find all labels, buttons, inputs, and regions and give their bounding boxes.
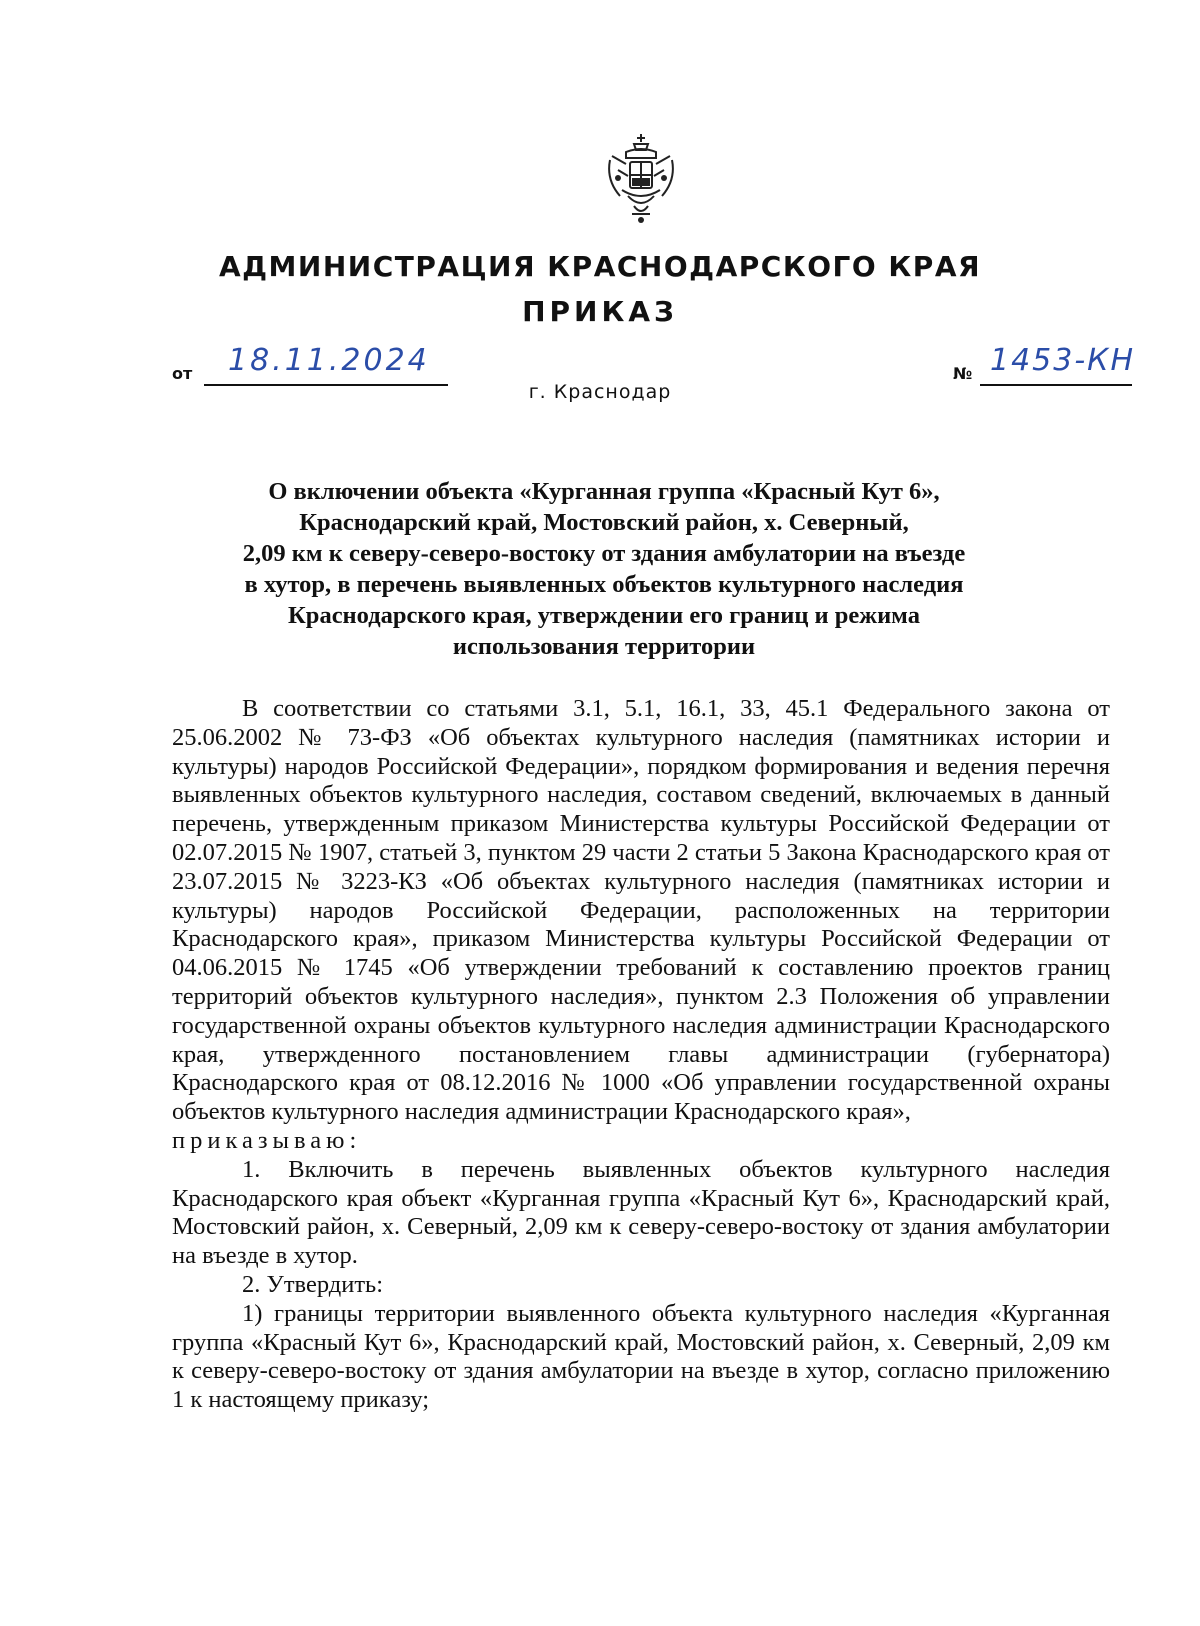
order-word: приказываю: [172, 1126, 362, 1154]
handwritten-date: 18.11.2024 [228, 343, 430, 378]
heading-line: использования территории [452, 633, 756, 660]
preamble-paragraph: В соответствии со статьями 3.1, 5.1, 16.1, 33, 45.1 Федерального закона от 25.06.2002 № 73-ФЗ «Об объектах культурного наследия (памятниках истории и культуры) народов Российской Федерации», порядком формирования и ведения перечня выявленных объектов культурного наследия, составом сведений, включаемых в данный перечень, утвержденным приказом Министерства культуры Российской Федерации от 02.07.2015 № 1907, статьей 3, пунктом 29 части 2 статьи 5 Закона Краснодарского края от 23.07.2015 № 3223-КЗ «Об объектах культурного наследия (памятниках истории и культуры) народов Российской Федерации, расположенных на территории Краснодарского края», приказом Министерства культуры Российской Федерации от 04.06.2015 № 1745 «Об утверждении требований к составлению проектов границ территорий объектов культурного наследия», пунктом 2.3 Положения об управлении государственной охраны объектов культурного наследия администрации Краснодарского края, утвержденного постановлением главы администрации (губернатора) Краснодарского края от 08.12.2016 № 1000 «Об управлении государственной охраны объектов культурного наследия администрации Краснодарского края», [172, 695, 1110, 1126]
item-1: 1. Включить в перечень выявленных объектов культурного наследия Краснодарского края объект «Курганная группа «Красный Кут 6», Краснодарский край, Мостовский район, х. Северный, 2,09 км к северу-северо-востоку от здания амбулатории на въезде в хутор. [172, 1155, 1110, 1270]
number-label: № [953, 364, 973, 383]
handwritten-number: 1453-КН [990, 343, 1136, 378]
heading-line: 2,09 км к северу-северо-востоку от здания амбулатории на въезде [242, 540, 966, 567]
organization-title: АДМИНИСТРАЦИЯ КРАСНОДАРСКОГО КРАЯ [218, 250, 982, 283]
item-2-1: 1) границы территории выявленного объекта культурного наследия «Курганная группа «Красный Кут 6», Краснодарский край, Мостовский район, х. Северный, 2,09 км к северу-северо-востоку от здания амбулатории на въезде в хутор, согласно приложению 1 к настоящему приказу; [172, 1299, 1110, 1414]
city-name: г. Краснодар [528, 381, 672, 403]
document-type: ПРИКАЗ [522, 295, 678, 328]
order-body [172, 695, 1110, 1415]
coat-of-arms-icon [604, 130, 678, 228]
heading-line: Краснодарского края, утверждении его границ и режима [288, 602, 920, 629]
heading-line: О включении объекта «Курганная группа «Красный Кут 6», [268, 478, 940, 505]
item-2: 2. Утвердить: [242, 1270, 384, 1298]
heading-line: в хутор, в перечень выявленных объектов культурного наследия [244, 571, 964, 598]
order-heading [170, 476, 1038, 662]
date-label: от [172, 364, 193, 383]
heading-line: Краснодарский край, Мостовский район, х. Северный, [299, 509, 909, 536]
